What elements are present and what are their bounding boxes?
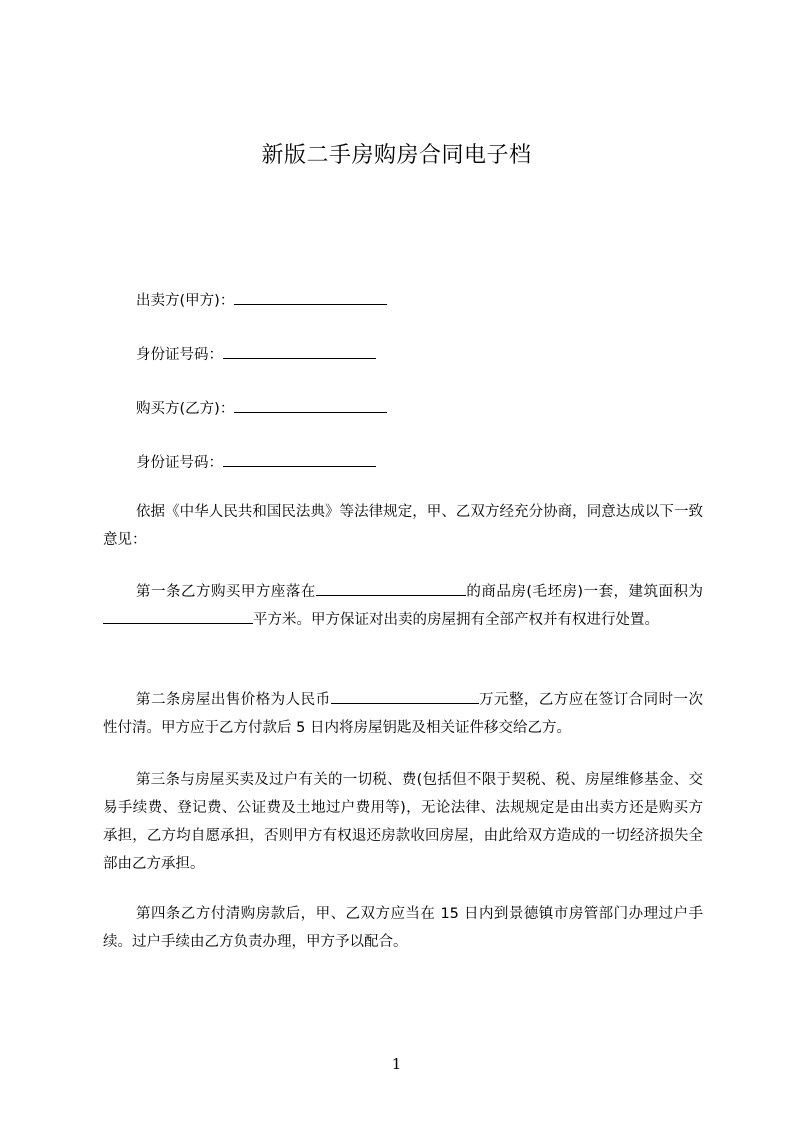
buyer-id-field xyxy=(136,452,376,474)
area-blank[interactable] xyxy=(103,609,253,624)
location-blank[interactable] xyxy=(316,581,466,596)
price-blank[interactable] xyxy=(331,689,479,704)
buyer-id-label: 身份证号码： xyxy=(136,455,223,471)
seller-id-field xyxy=(136,344,376,366)
seller-label: 出卖方(甲方)： xyxy=(136,293,235,309)
seller-blank[interactable] xyxy=(234,290,387,305)
article-1-part-c: 平方米。甲方保证对出卖的房屋拥有全部产权并有权进行处置。 xyxy=(253,612,659,628)
buyer-label: 购买方(乙方)： xyxy=(136,401,235,417)
article-2 xyxy=(103,686,703,742)
article-2-text xyxy=(103,686,703,742)
article-4-text: 第四条乙方付清购房款后，甲、乙双方应当在 15 日内到景德镇市房管部门办理过户手续。过户手续由乙方负责办理，甲方予以配合。 xyxy=(103,906,703,950)
article-1-text xyxy=(103,578,703,634)
article-3 xyxy=(103,766,703,878)
article-3-text: 第三条与房屋买卖及过户有关的一切税、费(包括但不限于契税、税、房屋维修基金、交易手续费、登记费、公证费及土地过户费用等)，无论法律、法规规定是由出卖方还是购买方承担，乙方均自愿承担，否则甲方有权退还房款收回房屋，由此给双方造成的一切经济损失全部由乙方承担。 xyxy=(103,772,703,872)
seller-id-blank[interactable] xyxy=(223,344,376,359)
seller-id-label: 身份证号码： xyxy=(136,347,223,363)
page-number: 1 xyxy=(391,1055,402,1073)
article-2-part-a: 第二条房屋出售价格为人民币 xyxy=(136,692,331,708)
intro-paragraph xyxy=(103,498,703,554)
seller-field xyxy=(136,290,387,312)
intro-text: 依据《中华人民共和国民法典》等法律规定，甲、乙双方经充分协商，同意达成以下一致意见： xyxy=(103,504,703,548)
article-2-part-b: 万元整，乙方应在签订合同时一次性付清。甲方应于乙方付款后 5 日内将房屋钥匙及相关证件移交给乙方。 xyxy=(103,692,704,736)
article-4 xyxy=(103,900,703,956)
document-title: 新版二手房购房合同电子档 xyxy=(261,143,532,168)
article-1 xyxy=(103,578,703,634)
article-1-part-a: 第一条乙方购买甲方座落在 xyxy=(136,584,316,600)
buyer-id-blank[interactable] xyxy=(223,452,376,467)
buyer-field xyxy=(136,398,387,420)
buyer-blank[interactable] xyxy=(234,398,387,413)
article-1-part-b: 的商品房(毛坯房)一套，建筑面积为 xyxy=(465,584,703,600)
